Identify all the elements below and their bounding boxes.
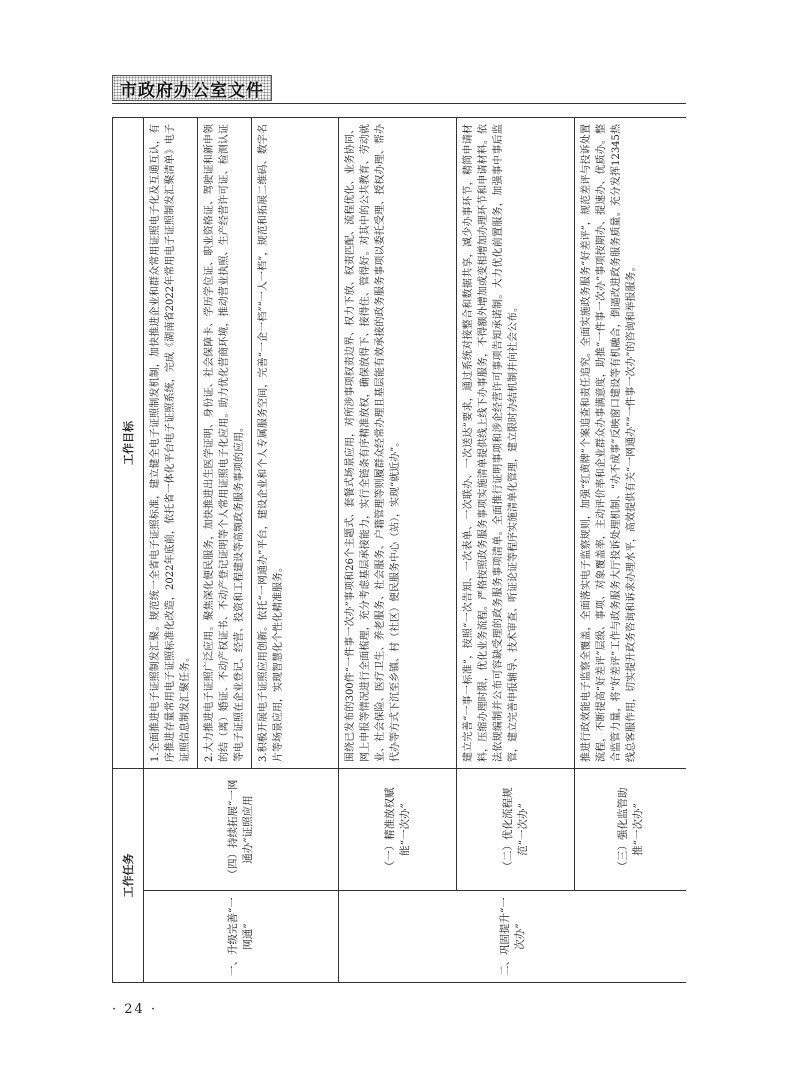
goal-paragraph: 建立完善“一事一标准”，按照“一次告知、一次表单、一次联办、一次送达”要求，通过系统对接整合和数据共享，减少办事环节，精简申请材料，压缩办理时限，优化业务流程。严格按照政务服务事项实施清单提供线上线下办事服务，不得额外增加或变相增加办理环节和申请材料。依法依规编制并公布可容缺受理的政务服务事项清单。全面推行证明事项和涉企经营许可事项告知承诺制。大力优化前置服务，加强事中事后监管，建立完善申报辅导、技术审查、听证论证等程序实施清单化管理，建立限时办结机制并向社会公布。 [457,118,575,769]
document-header-banner [112,75,272,101]
table-row [144,118,339,983]
rotated-table-container [112,117,686,983]
secondary-task-cell: （一）精准放权赋能“一次办” [339,769,457,891]
secondary-task-cell: （三）强化监管助推“一次办” [575,769,687,891]
goal-cell-group [144,118,339,769]
goal-paragraph: 2.大力推进电子证照广泛应用。聚焦深化便民服务，加快推进出生医学证明、身份证、社会保障卡、学历学位证、职业资格证、驾驶证和新申领的结（离）婚证、不动产权证书、不动产登记证明等个人常用证照电子化应用。助力优化营商环境，推动营业执照、生产经营许可证、检测认证等电子证照在企业登记、经营、投资和工程建设等高频政务服务事项的应用。 [198,118,252,768]
column-header-goal: 工作目标 [113,118,144,769]
goal-paragraph: 围绕已发布的300件“一件事一次办”事项和26个主题式、套餐式场景应用，对所涉事项权责边界、权力下放、权责匹配、流程优化、业务协同、网上申报等情况进行全面梳理，充分考虑基层承接能力，实行全链条有序精准放权，确保放得下、接得住、管得好。对其中的公共教育、劳动就业、社会保险、医疗卫生、养老服务、社会服务、户籍管理等则履群众经常办理且基层能有效承接的政务服务事项以委托受理、授权办理、帮办代办等方式下沉至乡镇、村（社区）便民服务中心（站），实现“就近办”。 [339,118,457,769]
goal-paragraph: 1.全面推进电子证照制发汇聚。规范统一全省电子证照标准，建立健全电子证照制发机制，加快推进企业和群众常用证照电子化及互通互认，有序推进存量常用电子证照标准化改造，2022年底前，依托省一体化平台电子证照系统，完成《湖南省2022年常用电子证照制发汇聚清单》电子证照信息制发汇聚任务。 [144,118,198,768]
rotated-table-viewport [112,117,686,983]
header-rule [112,103,686,104]
table-row [457,118,575,983]
document-header-title: 市政府办公室文件 [120,80,264,101]
table-row [575,118,687,983]
table-row [339,118,457,983]
primary-task-cell: 一、升级完善“一网通” [144,891,339,983]
primary-task-cell: 二、巩固提升“一次办” [339,891,687,983]
column-header-task: 工作任务 [113,769,144,983]
secondary-task-cell: （二）优化流程规范“一次办” [457,769,575,891]
goal-paragraph: 推进行政效能电子监察全覆盖，全面落实电子监察规则，加强“红黄牌”个案追查和责任追究。全面实施政务服务“好差评”，规范差评与投诉处置流程，不断提高“好差评”层级、事项、对象覆盖率，主动评价率和企业群众办事满意度，助推“一件事一次办”事项按期办、提速办、优质办。整合监管力量，将“好差评”工作与政务服务大厅投诉处理机制、“办不成事”反映窗口建设等有机融合，倒逼改进政务服务质量。充分发挥12345热线总客服作用，切实提升政务咨询和诉求办理水平，高效提供有关“一网通办”“一件事一次办”的咨询和举报服务。 [575,118,687,769]
page-number: · 24 · [112,1002,158,1017]
work-task-table [112,117,686,983]
secondary-task-cell: （四）持续拓展“一网通办”证照应用 [144,769,339,891]
goal-paragraph: 3.积极开展电子证照应用创新。依托“一网通办”平台，建设企业和个人专属服务空间，完善“一企一档”“一人一档”，规范和拓展二维码、数字名片等场景应用，实现智慧化个性化精准服务。 [258,124,284,762]
